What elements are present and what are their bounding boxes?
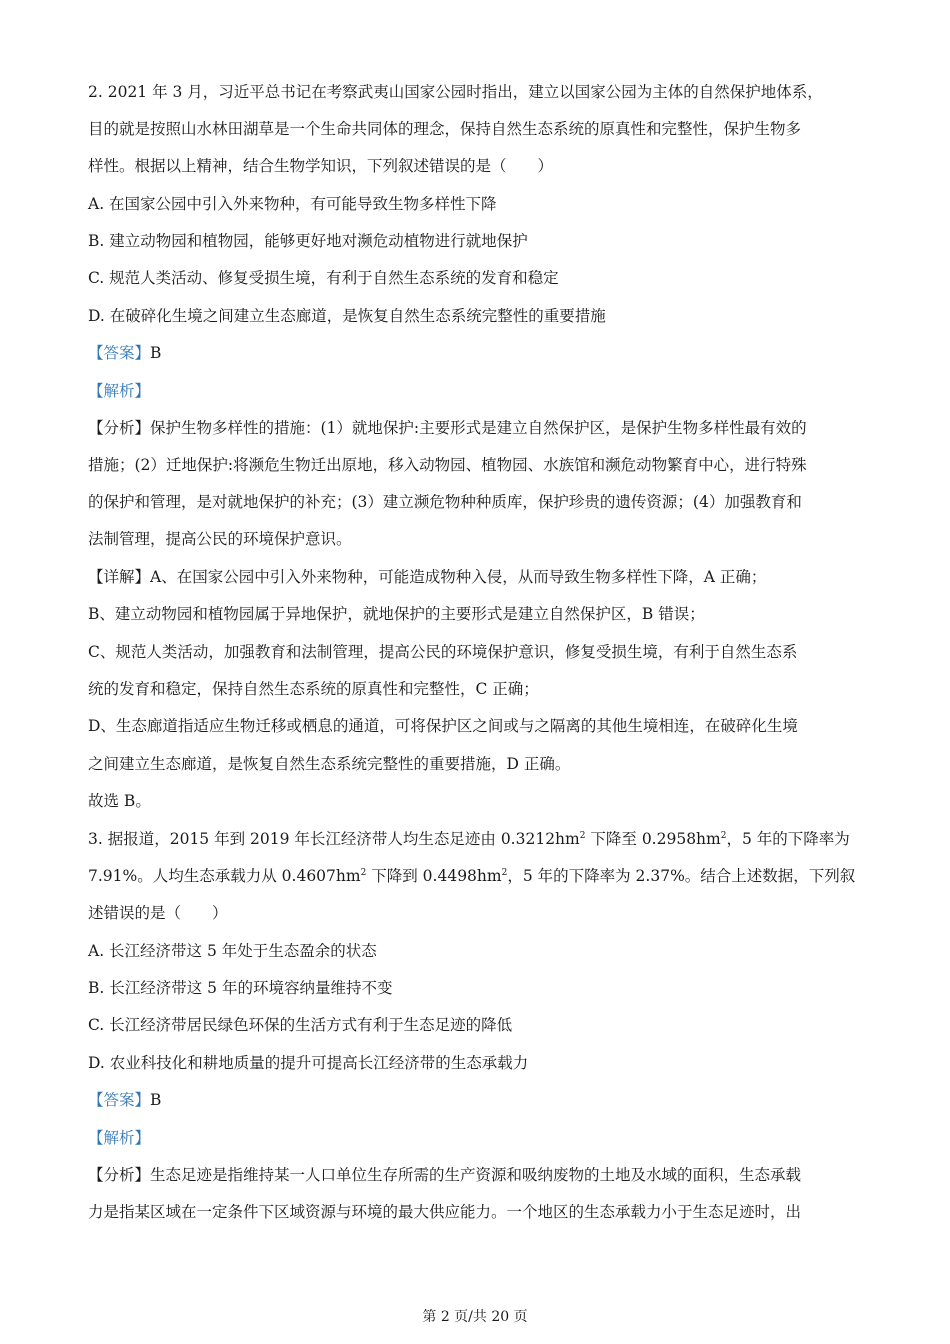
q2-analysis-heading [88, 381, 868, 401]
q3-stem-part: ，5 年的下降率为 [726, 830, 850, 848]
answer-value: B [150, 1091, 162, 1109]
q3-stem-line-2 [88, 866, 868, 886]
q2-xiangjie-line-7: 故选 B。 [88, 792, 151, 810]
superscript: 2 [360, 867, 367, 878]
q3-stem-part: 7.91%。人均生态承载力从 0.4607hm [88, 867, 361, 885]
q3-fenxi-line-1 [88, 1165, 868, 1185]
superscript: 2 [720, 830, 727, 841]
q3-option-a: A. 长江经济带这 5 年处于生态盈余的状态 [88, 942, 377, 960]
fenxi-tag: 【分析】 [88, 1166, 151, 1184]
q3-fenxi-line-2: 力是指某区域在一定条件下区域资源与环境的最大供应能力。一个地区的生态承载力小于生态足迹时，出 [88, 1203, 802, 1221]
q3-analysis-heading [88, 1128, 868, 1148]
q2-option-a: A. 在国家公园中引入外来物种，有可能导致生物多样性下降 [88, 195, 497, 213]
answer-tag: 【答案】 [88, 1091, 151, 1109]
q2-xiangjie-line-6: 之间建立生态廊道，是恢复自然生态系统完整性的重要措施，D 正确。 [88, 755, 571, 773]
fenxi-text: 生态足迹是指维持某一人口单位生存所需的生产资源和吸纳废物的土地及水域的面积，生态承载 [150, 1166, 802, 1184]
q2-option-c: C. 规范人类活动、修复受损生境，有利于自然生态系统的发育和稳定 [88, 269, 559, 287]
superscript: 2 [501, 867, 508, 878]
q2-stem-line-1: 2. 2021 年 3 月，习近平总书记在考察武夷山国家公园时指出，建立以国家公园为主体的自然保护地体系， [88, 83, 823, 101]
q3-option-b: B. 长江经济带这 5 年的环境容纳量维持不变 [88, 979, 393, 997]
q2-option-b: B. 建立动物园和植物园，能够更好地对濒危动植物进行就地保护 [88, 232, 528, 250]
q3-stem-part: 下降到 0.4498hm [366, 867, 502, 885]
fenxi-text: 保护生物多样性的措施：(1）就地保护:主要形式是建立自然保护区，是保护生物多样性最有效的 [150, 419, 807, 437]
xiangjie-tag: 【详解】 [88, 568, 151, 586]
analysis-tag: 【解析】 [88, 382, 151, 400]
answer-tag: 【答案】 [88, 344, 151, 362]
q3-stem-part: ，5 年的下降率为 2.37%。结合上述数据，下列叙 [507, 867, 856, 885]
q2-xiangjie-line-5: D、生态廊道指适应生物迁移或栖息的通道，可将保护区之间或与之隔离的其他生境相连，在破碎化生境 [88, 717, 798, 735]
q2-stem-line-3: 样性。根据以上精神，结合生物学知识，下列叙述错误的是（ ） [88, 157, 554, 175]
xiangjie-text: A、在国家公园中引入外来物种，可能造成物种入侵，从而导致生物多样性下降，A 正确； [150, 568, 767, 586]
q3-answer [88, 1090, 868, 1110]
answer-value: B [150, 344, 162, 362]
q3-stem-line-1 [88, 829, 868, 849]
q2-fenxi-line-4: 法制管理，提高公民的环境保护意识。 [88, 530, 352, 548]
q2-option-d: D. 在破碎化生境之间建立生态廊道，是恢复自然生态系统完整性的重要措施 [88, 307, 606, 325]
q3-option-d: D. 农业科技化和耕地质量的提升可提高长江经济带的生态承载力 [88, 1054, 529, 1072]
q2-xiangjie-line-2: B、建立动物园和植物园属于异地保护，就地保护的主要形式是建立自然保护区，B 错误； [88, 605, 705, 623]
q2-fenxi-line-3: 的保护和管理，是对就地保护的补充；(3）建立濒危物种种质库，保护珍贵的遗传资源；(4）加强教育和 [88, 493, 802, 511]
q3-stem-line-3: 述错误的是（ ） [88, 904, 228, 922]
page-footer: 第 2 页/共 20 页 [422, 1309, 528, 1325]
q2-answer [88, 343, 868, 363]
q3-stem-part: 下降至 0.2958hm [585, 830, 721, 848]
q3-stem-part: 3. 据报道，2015 年到 2019 年长江经济带人均生态足迹由 0.3212hm [88, 830, 580, 848]
fenxi-tag: 【分析】 [88, 419, 151, 437]
q2-stem-line-2: 目的就是按照山水林田湖草是一个生命共同体的理念，保持自然生态系统的原真性和完整性，保护生物多 [88, 120, 802, 138]
q2-fenxi-line-1 [88, 418, 868, 438]
q2-xiangjie-line-3: C、规范人类活动，加强教育和法制管理，提高公民的环境保护意识，修复受损生境，有利于自然生态系 [88, 643, 798, 661]
q2-xiangjie-line-4: 统的发育和稳定，保持自然生态系统的原真性和完整性，C 正确； [88, 680, 539, 698]
analysis-tag: 【解析】 [88, 1129, 151, 1147]
superscript: 2 [579, 830, 586, 841]
q3-option-c: C. 长江经济带居民绿色环保的生活方式有利于生态足迹的降低 [88, 1016, 513, 1034]
q2-xiangjie-line-1 [88, 567, 868, 587]
q2-fenxi-line-2: 措施；(2）迁地保护:将濒危生物迁出原地，移入动物园、植物园、水族馆和濒危动物繁育中心，进行特殊 [88, 456, 807, 474]
